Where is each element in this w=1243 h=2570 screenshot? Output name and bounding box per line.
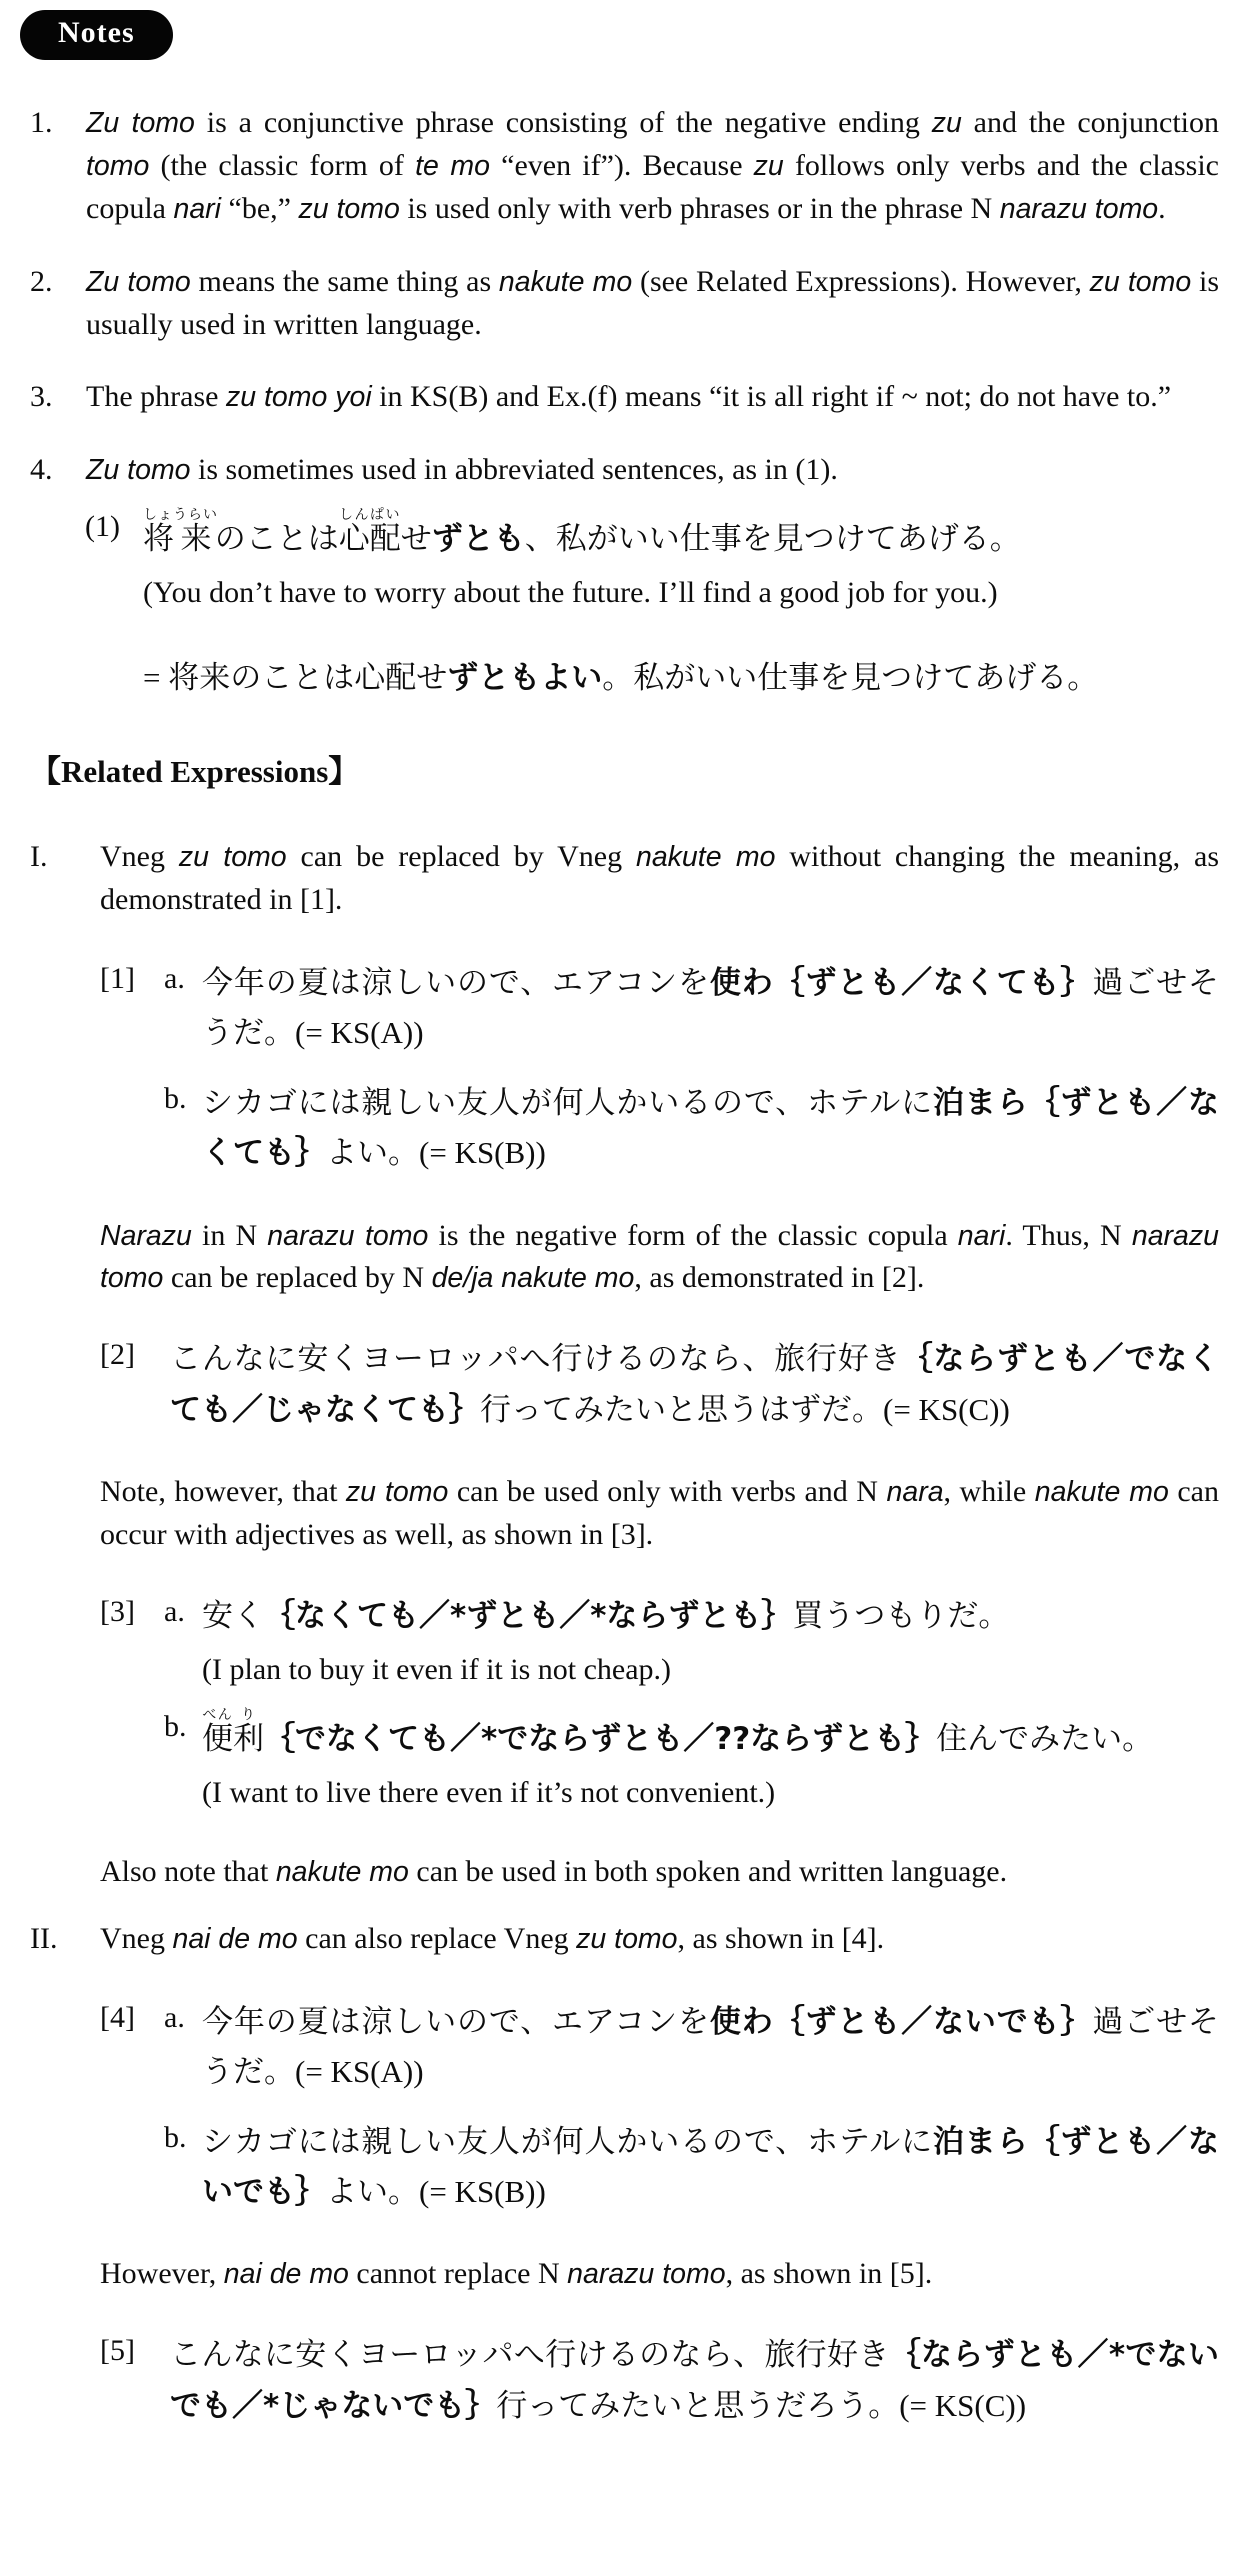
- note-item-4: [30, 449, 1219, 492]
- example-1-content: [143, 506, 1219, 703]
- note-text: The phrase zu tomo yoi in KS(B) and Ex.(f) means “it is all right if ~ not; do not have to.”: [86, 380, 1172, 414]
- section-ii-numeral: II.: [30, 1921, 58, 1955]
- example-1b-row: [100, 1078, 1219, 1178]
- related-expressions-heading: 【Related Expressions】: [30, 753, 360, 789]
- example-sub-letter: a.: [164, 961, 185, 995]
- example-1-translation: (You don’t have to worry about the future. I’ll find a good job for you.): [143, 576, 998, 610]
- example-4b-content: [202, 2117, 1219, 2217]
- example-4b-japanese: シカゴには親しい友人が何人かいるので、ホテルに泊まら｛ずとも／ないでも｝よい。(= KS(B)): [202, 2123, 1220, 2211]
- example-1-block: [85, 506, 1219, 703]
- note-text: Zu tomo is sometimes used in abbreviated sentences, as in (1).: [86, 453, 838, 487]
- section-ii-body: [100, 1918, 1219, 2431]
- notes-badge: Notes: [20, 10, 173, 60]
- example-marker-empty: [100, 2117, 164, 2217]
- example-3b-japanese: 便べん利り｛でなくても／*でならずとも／??ならずとも｝住んでみたい。: [202, 1706, 1154, 1757]
- section-i-para-also: Also note that nakute mo can be used in both spoken and written language.: [100, 1854, 1008, 1888]
- section-i-para-note: Note, however, that zu tomo can be used only with verbs and N nara, while nakute mo can occur with adjectives as well, as shown in [3].: [100, 1474, 1219, 1551]
- example-4b-row: [100, 2117, 1219, 2217]
- example-2-japanese: こんなに安くヨーロッパへ行けるのなら、旅行好き｛ならずとも／でなくても／じゃなくても｝行ってみたいと思うはずだ。(= KS(C)): [170, 1341, 1219, 1428]
- section-i-intro: Vneg zu tomo can be replaced by Vneg nakute mo without changing the meaning, as demonstrated in [1].: [100, 839, 1219, 916]
- example-marker: [3]: [100, 1594, 135, 1628]
- section-ii: [30, 1918, 1219, 2431]
- example-sub-letter: b.: [164, 2120, 187, 2154]
- example-marker: [4]: [100, 2000, 135, 2034]
- example-sub-letter: b.: [164, 1709, 187, 1743]
- example-3a-row: [100, 1591, 1219, 1692]
- example-sub-letter: a.: [164, 1594, 185, 1628]
- note-number: 4.: [30, 453, 53, 487]
- example-4a-row: [100, 1997, 1219, 2097]
- example-1a-row: [100, 958, 1219, 1058]
- example-marker: [2]: [100, 1338, 135, 1372]
- example-3b-row: [100, 1706, 1219, 1815]
- example-3a-content: [202, 1591, 1219, 1692]
- example-5-row: [100, 2330, 1219, 2430]
- example-1b-content: [202, 1078, 1219, 1178]
- example-sub-letter: b.: [164, 1082, 187, 1116]
- example-1a-japanese: 今年の夏は涼しいので、エアコンを使わ｛ずとも／なくても｝過ごせそうだ。(= KS(A)): [202, 964, 1220, 1050]
- note-number: 3.: [30, 380, 53, 414]
- section-i: [30, 836, 1219, 1894]
- example-1-marker: (1): [85, 510, 120, 544]
- note-text: Zu tomo means the same thing as nakute mo (see Related Expressions). However, zu tomo is usually used in written language.: [86, 264, 1219, 341]
- example-marker-empty: [100, 1706, 164, 1815]
- example-3a-japanese: 安く｛なくても／*ずとも／*ならずとも｝買うつもりだ。: [202, 1597, 1010, 1634]
- note-number: 2.: [30, 264, 53, 298]
- example-marker: [1]: [100, 961, 135, 995]
- example-marker-empty: [100, 1078, 164, 1178]
- example-1-equivalent: = 将来のことは心配せずともよい。私がいい仕事を見つけてあげる。: [143, 660, 1099, 697]
- example-1b-japanese: シカゴには親しい友人が何人かいるので、ホテルに泊まら｛ずとも／なくても｝よい。(= KS(B)): [202, 1085, 1220, 1172]
- example-sub-letter: a.: [164, 2000, 185, 2034]
- example-2-content: [170, 1334, 1219, 1434]
- example-5-japanese: こんなに安くヨーロッパへ行けるのなら、旅行好き｛ならずとも／*でないでも／*じゃないでも｝行ってみたいと思うだろう。(= KS(C)): [170, 2337, 1219, 2424]
- example-3a-translation: (I plan to buy it even if it is not cheap.): [202, 1652, 672, 1686]
- section-i-para-narazu: Narazu in N narazu tomo is the negative form of the classic copula nari. Thus, N narazu tomo can be replaced by N de/ja nakute mo, as demonstrated in [2].: [100, 1218, 1220, 1295]
- notes-list: [30, 102, 1219, 492]
- note-text: Zu tomo is a conjunctive phrase consisting of the negative ending zu and the conjunction tomo (the classic form of te mo “even if”). Because zu follows only verbs and the classic copula nari “be,” zu tomo is used only with verb phrases or in the phrase N narazu tomo.: [86, 106, 1219, 225]
- note-item-1: [30, 102, 1219, 231]
- note-number: 1.: [30, 106, 53, 139]
- example-1a-content: [202, 958, 1219, 1058]
- section-ii-intro: Vneg nai de mo can also replace Vneg zu tomo, as shown in [4].: [100, 1921, 885, 1955]
- example-5-content: [170, 2330, 1219, 2430]
- section-i-body: [100, 836, 1219, 1894]
- note-item-3: [30, 376, 1219, 419]
- example-4a-content: [202, 1997, 1219, 2097]
- example-2-row: [100, 1334, 1219, 1434]
- example-1-japanese: 将来しょうらいのことは心配しんぱいせずとも、私がいい仕事を見つけてあげる。: [143, 507, 1021, 558]
- example-marker: [5]: [100, 2334, 135, 2368]
- section-ii-para-however: However, nai de mo cannot replace N narazu tomo, as shown in [5].: [100, 2257, 933, 2291]
- example-3b-content: [202, 1706, 1219, 1815]
- example-3b-translation: (I want to live there even if it’s not convenient.): [202, 1775, 776, 1809]
- example-4a-japanese: 今年の夏は涼しいので、エアコンを使わ｛ずとも／ないでも｝過ごせそうだ。(= KS(A)): [202, 2003, 1220, 2089]
- section-i-numeral: I.: [30, 839, 48, 873]
- note-item-2: [30, 261, 1219, 347]
